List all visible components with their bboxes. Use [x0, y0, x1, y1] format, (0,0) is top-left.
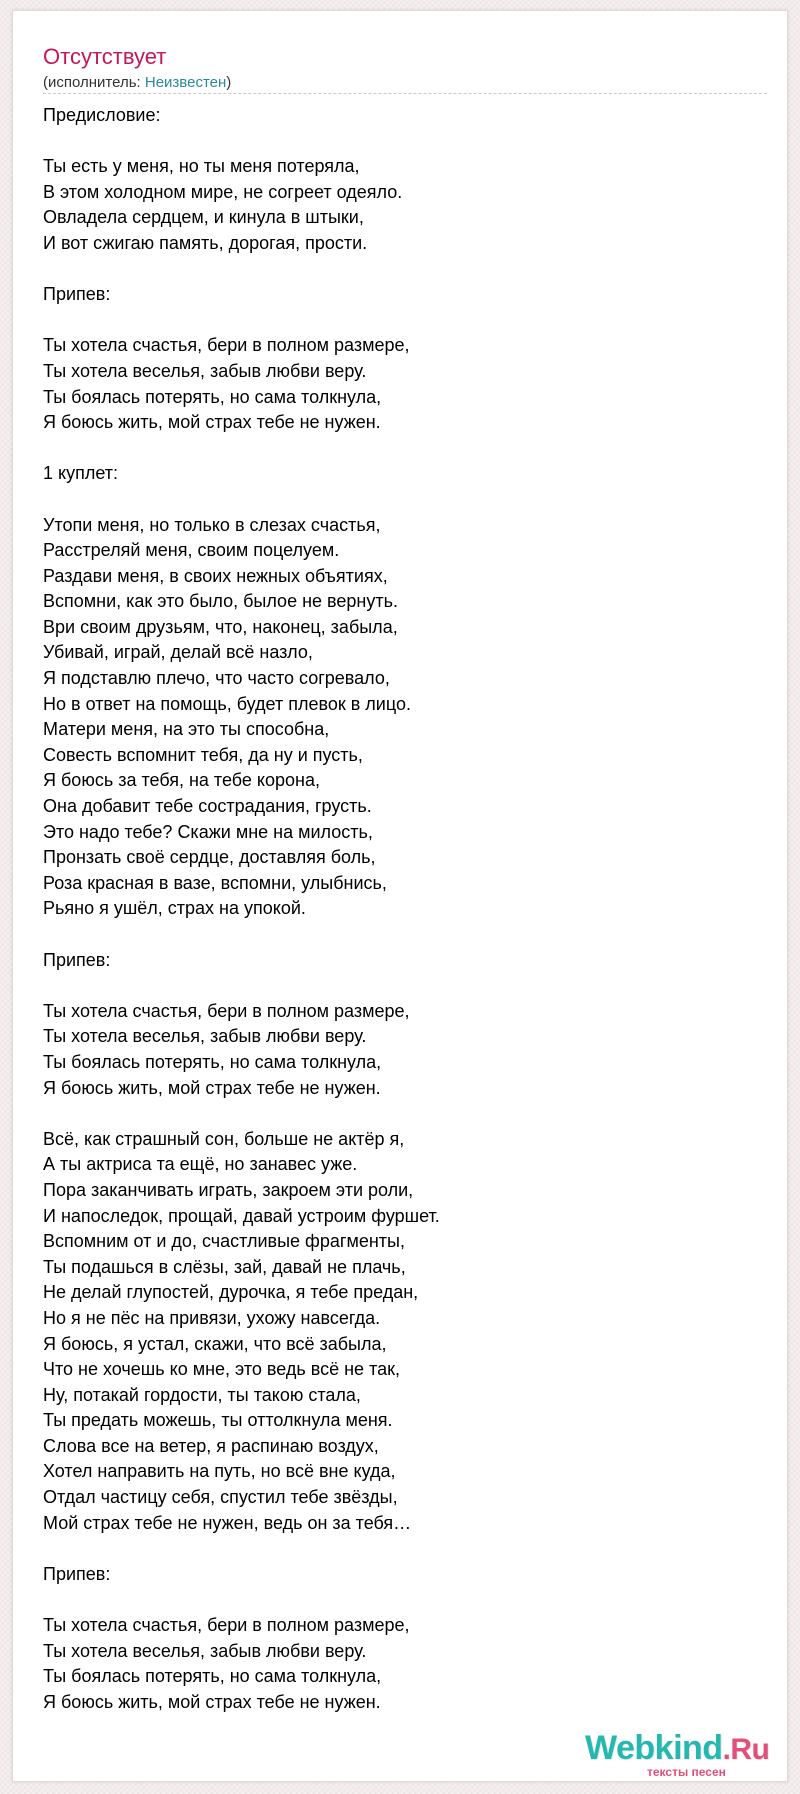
lyric-line: Но в ответ на помощь, будет плевок в лицо.: [43, 693, 411, 714]
logo-tagline: тексты песен: [647, 1765, 726, 1779]
lyric-line: Ты предать можешь, ты оттолкнула меня.: [43, 1410, 393, 1431]
artist-suffix: ): [226, 74, 232, 91]
lyric-line: Вспомни, как это было, былое не вернуть.: [43, 591, 398, 612]
lyric-blank-line: [43, 129, 763, 155]
lyrics-text: [43, 103, 763, 1715]
lyric-blank-line: [43, 1587, 763, 1613]
lyric-line: Припев:: [43, 1563, 111, 1584]
lyric-line: Но я не пёс на привязи, ухожу навсегда.: [43, 1307, 381, 1328]
lyric-line: Всё, как страшный сон, больше не актёр я,: [43, 1128, 405, 1149]
lyric-line: Припев:: [43, 284, 111, 305]
lyric-line: Предисловие:: [43, 105, 161, 125]
lyrics-card: [12, 10, 788, 1782]
lyric-line: Ты хотела веселья, забыв любви веру.: [43, 1640, 367, 1661]
lyric-line: Матери меня, на это ты способна,: [43, 719, 330, 740]
lyric-blank-line: [43, 257, 763, 283]
lyric-line: И напоследок, прощай, давай устроим фуршет.: [43, 1205, 440, 1226]
lyric-blank-line: [43, 1101, 763, 1127]
lyric-line: Пронзать своё сердце, доставляя боль,: [43, 847, 376, 868]
lyric-blank-line: [43, 487, 763, 513]
lyric-line: Слова все на ветер, я распинаю воздух,: [43, 1435, 379, 1456]
lyric-line: Я боюсь, я устал, скажи, что всё забыла,: [43, 1333, 387, 1354]
lyric-line: Ты боялась потерять, но сама толкнула,: [43, 1666, 382, 1687]
lyric-line: Ты подашься в слёзы, зай, давай не плачь,: [43, 1256, 406, 1277]
lyric-blank-line: [43, 1536, 763, 1562]
artist-link[interactable]: Неизвестен: [144, 74, 227, 91]
lyric-line: Мой страх тебе не нужен, ведь он за тебя…: [43, 1512, 412, 1533]
lyric-line: А ты актриса та ещё, но занавес уже.: [43, 1154, 358, 1175]
lyric-line: Отдал частицу себя, спустил тебе звёзды,: [43, 1487, 398, 1508]
lyric-line: Я боюсь жить, мой страх тебе не нужен.: [43, 412, 381, 433]
lyric-line: Пора заканчивать играть, закроем эти роли,: [43, 1179, 414, 1200]
lyric-line: Ты хотела счастья, бери в полном размере,: [43, 1000, 410, 1021]
lyric-blank-line: [43, 973, 763, 999]
lyric-line: Ты хотела веселья, забыв любви веру.: [43, 1026, 367, 1047]
artist-line: [43, 73, 231, 93]
lyric-line: Роза красная в вазе, вспомни, улыбнись,: [43, 872, 387, 893]
artist-prefix: (исполнитель:: [43, 74, 145, 91]
lyric-line: Овладела сердцем, и кинула в штыки,: [43, 207, 364, 228]
lyric-line: Раздави меня, в своих нежных объятиях,: [43, 565, 388, 586]
lyric-line: Ну, потакай гордости, ты такою стала,: [43, 1384, 361, 1405]
logo-tld: .Ru: [722, 1733, 770, 1766]
lyric-line: Ты боялась потерять, но сама толкнула,: [43, 1051, 382, 1072]
lyric-line: Ты есть у меня, но ты меня потеряла,: [43, 156, 360, 177]
logo-wordmark: [585, 1729, 769, 1769]
lyric-line: Ты хотела счастья, бери в полном размере,: [43, 335, 410, 356]
lyric-line: Я боюсь за тебя, на тебе корона,: [43, 770, 320, 791]
lyric-line: Расстреляй меня, своим поцелуем.: [43, 540, 340, 561]
lyric-line: Ты хотела веселья, забыв любви веру.: [43, 360, 367, 381]
lyric-line: Вспомним от и до, счастливые фрагменты,: [43, 1231, 405, 1252]
lyric-line: Утопи меня, но только в слезах счастья,: [43, 514, 381, 535]
lyric-line: Я боюсь жить, мой страх тебе не нужен.: [43, 1691, 381, 1712]
logo-name: Webkind: [585, 1729, 723, 1767]
lyric-line: Ври своим друзьям, что, наконец, забыла,: [43, 616, 398, 637]
lyric-blank-line: [43, 436, 763, 462]
lyric-line: Я подставлю плечо, что часто согревало,: [43, 668, 390, 689]
lyric-line: Я боюсь жить, мой страх тебе не нужен.: [43, 1077, 381, 1098]
lyric-line: Хотел направить на путь, но всё вне куда,: [43, 1461, 396, 1482]
lyric-line: Это надо тебе? Скажи мне на милость,: [43, 821, 373, 842]
webkind-logo[interactable]: [585, 1729, 785, 1781]
lyric-line: Она добавит тебе сострадания, грусть.: [43, 796, 372, 817]
lyric-line: Убивай, играй, делай всё назло,: [43, 642, 313, 663]
lyric-line: Припев:: [43, 949, 111, 970]
lyric-line: 1 куплет:: [43, 463, 118, 484]
lyric-blank-line: [43, 308, 763, 334]
lyric-line: Что не хочешь ко мне, это ведь всё не так,: [43, 1359, 400, 1380]
header-divider: [43, 93, 767, 94]
lyric-line: В этом холодном мире, не согреет одеяло.: [43, 181, 403, 202]
song-title: Отсутствует: [43, 44, 167, 69]
lyric-blank-line: [43, 922, 763, 948]
lyric-line: Ты хотела счастья, бери в полном размере,: [43, 1615, 410, 1636]
lyric-line: Рьяно я ушёл, страх на упокой.: [43, 898, 306, 919]
lyric-line: И вот сжигаю память, дорогая, прости.: [43, 232, 368, 253]
lyric-line: Ты боялась потерять, но сама толкнула,: [43, 386, 382, 407]
lyric-line: Совесть вспомнит тебя, да ну и пусть,: [43, 744, 363, 765]
lyric-line: Не делай глупостей, дурочка, я тебе предан,: [43, 1282, 419, 1303]
